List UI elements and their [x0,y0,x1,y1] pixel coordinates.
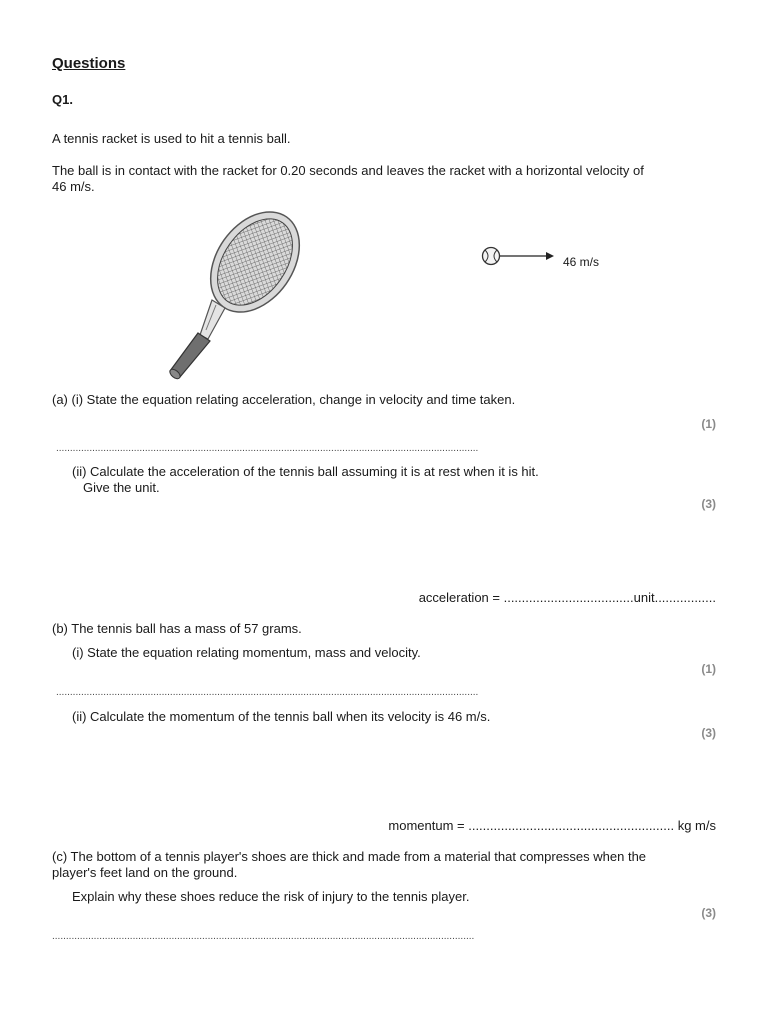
tennis-racket-icon [160,205,310,380]
part-c-line-1: (c) The bottom of a tennis player's shoes are thick and made from a material that compresses when the [52,849,647,864]
part-b-i-answer-line[interactable]: ........................................................................................................................................................ [56,687,479,698]
intro-line-3: 46 m/s. [52,179,95,194]
page-heading: Questions [52,55,126,72]
part-b-ii-mark: (3) [701,726,716,740]
part-c-line-2: player's feet land on the ground. [52,865,238,880]
part-a-ii-text-2: Give the unit. [83,480,160,495]
part-b-i-text: (i) State the equation relating momentum, mass and velocity. [72,645,421,660]
part-c-answer-line[interactable]: ........................................................................................................................................................ [52,931,475,942]
part-a-i-mark: (1) [701,417,716,431]
part-c-line-3: Explain why these shoes reduce the risk of injury to the tennis player. [72,889,470,904]
momentum-answer-line[interactable]: momentum = ......................................................... kg m/s [388,818,716,833]
part-b-intro: (b) The tennis ball has a mass of 57 grams. [52,621,302,636]
velocity-label: 46 m/s [563,255,600,269]
question-number: Q1. [52,92,73,107]
velocity-arrow-icon [500,250,556,262]
part-b-i-mark: (1) [701,662,716,676]
part-a-ii-mark: (3) [701,497,716,511]
part-c-mark: (3) [701,906,716,920]
acceleration-answer-line[interactable]: acceleration = ....................................unit................. [418,590,716,605]
part-a-i-answer-line[interactable]: ........................................................................................................................................................ [56,443,479,454]
part-a-i-text: (a) (i) State the equation relating acceleration, change in velocity and time taken. [52,392,516,407]
part-a-ii-text: (ii) Calculate the acceleration of the tennis ball assuming it is at rest when it is hit. [72,464,539,479]
intro-line-2: The ball is in contact with the racket for 0.20 seconds and leaves the racket with a horizontal velocity of [52,163,644,178]
part-b-ii-text: (ii) Calculate the momentum of the tennis ball when its velocity is 46 m/s. [72,709,491,724]
intro-line-1: A tennis racket is used to hit a tennis ball. [52,131,291,146]
tennis-ball-icon [480,245,502,267]
